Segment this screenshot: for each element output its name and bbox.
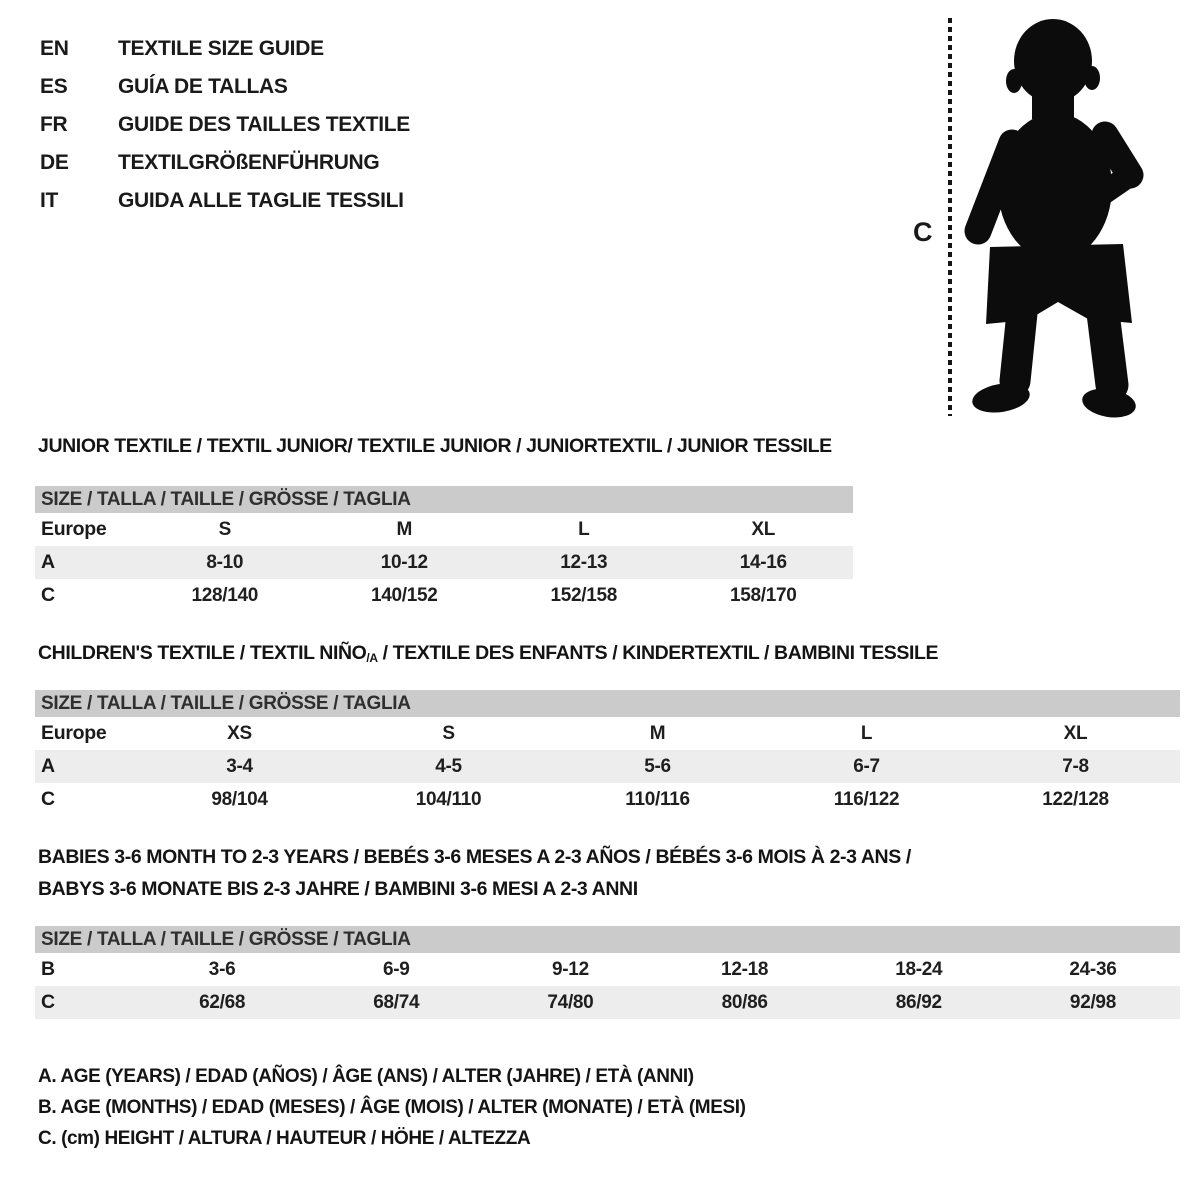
- junior-column-header-row: [35, 513, 853, 546]
- language-row-en: [40, 30, 410, 68]
- babies-section-heading-line2: BABYS 3-6 MONATE BIS 2-3 JAHRE / BAMBINI 3-6 MESI A 2-3 ANNI: [38, 878, 638, 900]
- table-cell: 104/110: [415, 789, 482, 810]
- column-header: L: [578, 519, 590, 540]
- column-header: XS: [227, 723, 252, 744]
- table-cell: 122/128: [1042, 789, 1109, 810]
- measure-label-c: C: [913, 217, 933, 247]
- language-code: ES: [40, 75, 68, 98]
- language-title: GUIDA ALLE TAGLIE TESSILI: [118, 189, 404, 212]
- legend-line-b: B. AGE (MONTHS) / EDAD (MESES) / ÂGE (MOIS) / ALTER (MONATE) / ETÀ (MESI): [38, 1097, 746, 1118]
- legend-line-c: C. (cm) HEIGHT / ALTURA / HAUTEUR / HÖHE / ALTEZZA: [38, 1128, 531, 1149]
- junior-section-heading: JUNIOR TEXTILE / TEXTIL JUNIOR/ TEXTILE JUNIOR / JUNIORTEXTIL / JUNIOR TESSILE: [38, 435, 832, 457]
- babies-size-table: [35, 926, 1180, 1019]
- table-cell: 158/170: [729, 585, 797, 606]
- size-header-bar: SIZE / TALLA / TAILLE / GRÖSSE / TAGLIA: [35, 926, 1180, 953]
- language-row-fr: [40, 106, 410, 144]
- table-cell: 9-12: [552, 959, 589, 980]
- language-code: IT: [40, 189, 59, 212]
- language-row-it: [40, 182, 410, 220]
- table-cell: 128/140: [191, 585, 259, 606]
- table-cell: 3-6: [208, 959, 236, 980]
- language-title: TEXTILE SIZE GUIDE: [118, 37, 324, 60]
- table-cell: 80/86: [721, 992, 768, 1013]
- junior-row-age: [35, 546, 853, 579]
- children-heading-main: CHILDREN'S TEXTILE / TEXTIL NIÑO: [38, 642, 367, 664]
- table-cell: 10-12: [380, 552, 428, 573]
- table-cell: 5-6: [644, 756, 671, 777]
- children-heading-subscript: /A: [366, 651, 378, 665]
- column-header: L: [860, 723, 873, 744]
- column-header: S: [218, 519, 231, 540]
- language-row-de: [40, 144, 410, 182]
- table-cell: 3-4: [226, 756, 253, 777]
- table-cell: 86/92: [895, 992, 942, 1013]
- table-cell: 7-8: [1062, 756, 1089, 777]
- table-cell: 98/104: [211, 789, 268, 810]
- table-cell: 6-7: [853, 756, 880, 777]
- table-cell: 18-24: [895, 959, 943, 980]
- language-title-list: [40, 30, 410, 220]
- region-label: Europe: [41, 722, 107, 744]
- row-label: B: [41, 958, 55, 980]
- legend-line-a: A. AGE (YEARS) / EDAD (AÑOS) / ÂGE (ANS) / ALTER (JAHRE) / ETÀ (ANNI): [38, 1066, 694, 1087]
- language-row-es: [40, 68, 410, 106]
- column-header: XL: [1063, 723, 1088, 744]
- row-label: A: [41, 551, 55, 573]
- table-cell: 4-5: [435, 756, 462, 777]
- toddler-silhouette-image: [960, 15, 1165, 420]
- region-label: Europe: [41, 518, 107, 540]
- table-cell: 74/80: [547, 992, 594, 1013]
- table-cell: 8-10: [206, 552, 244, 573]
- column-header: M: [649, 723, 666, 744]
- children-row-age: [35, 750, 1180, 783]
- language-code: EN: [40, 37, 69, 60]
- children-size-table: [35, 690, 1180, 816]
- children-row-height: [35, 783, 1180, 816]
- table-cell: 14-16: [739, 552, 787, 573]
- children-column-header-row: [35, 717, 1180, 750]
- babies-row-height: [35, 986, 1180, 1019]
- children-section-heading: [38, 642, 938, 665]
- table-cell: 152/158: [550, 585, 618, 606]
- table-cell: 68/74: [373, 992, 420, 1013]
- language-title: GUIDE DES TAILLES TEXTILE: [118, 113, 410, 136]
- row-label: C: [41, 788, 55, 810]
- language-code: DE: [40, 151, 69, 174]
- babies-section-heading-line1: BABIES 3-6 MONTH TO 2-3 YEARS / BEBÉS 3-6 MESES A 2-3 AÑOS / BÉBÉS 3-6 MOIS À 2-3 ANS /: [38, 846, 911, 868]
- column-header: XL: [751, 519, 776, 540]
- table-cell: 62/68: [199, 992, 246, 1013]
- height-measure-line: [948, 18, 952, 416]
- table-cell: 110/116: [625, 789, 690, 810]
- junior-size-table: [35, 486, 853, 612]
- size-header-bar: SIZE / TALLA / TAILLE / GRÖSSE / TAGLIA: [35, 690, 1180, 717]
- language-title: TEXTILGRÖßENFÜHRUNG: [118, 151, 380, 174]
- row-label: C: [41, 584, 55, 606]
- table-cell: 92/98: [1069, 992, 1116, 1013]
- language-code: FR: [40, 113, 68, 136]
- column-header: S: [442, 723, 455, 744]
- row-label: C: [41, 991, 55, 1013]
- table-cell: 12-18: [721, 959, 769, 980]
- table-cell: 6-9: [382, 959, 410, 980]
- children-heading-rest: / TEXTILE DES ENFANTS / KINDERTEXTIL / BAMBINI TESSILE: [377, 642, 939, 664]
- row-label: A: [41, 755, 55, 777]
- column-header: M: [396, 519, 413, 540]
- table-cell: 24-36: [1069, 959, 1117, 980]
- size-header-bar: SIZE / TALLA / TAILLE / GRÖSSE / TAGLIA: [35, 486, 853, 513]
- junior-row-height: [35, 579, 853, 612]
- language-title: GUÍA DE TALLAS: [118, 75, 288, 98]
- table-cell: 12-13: [560, 552, 608, 573]
- table-cell: 140/152: [370, 585, 438, 606]
- babies-row-months: [35, 953, 1180, 986]
- table-cell: 116/122: [833, 789, 900, 810]
